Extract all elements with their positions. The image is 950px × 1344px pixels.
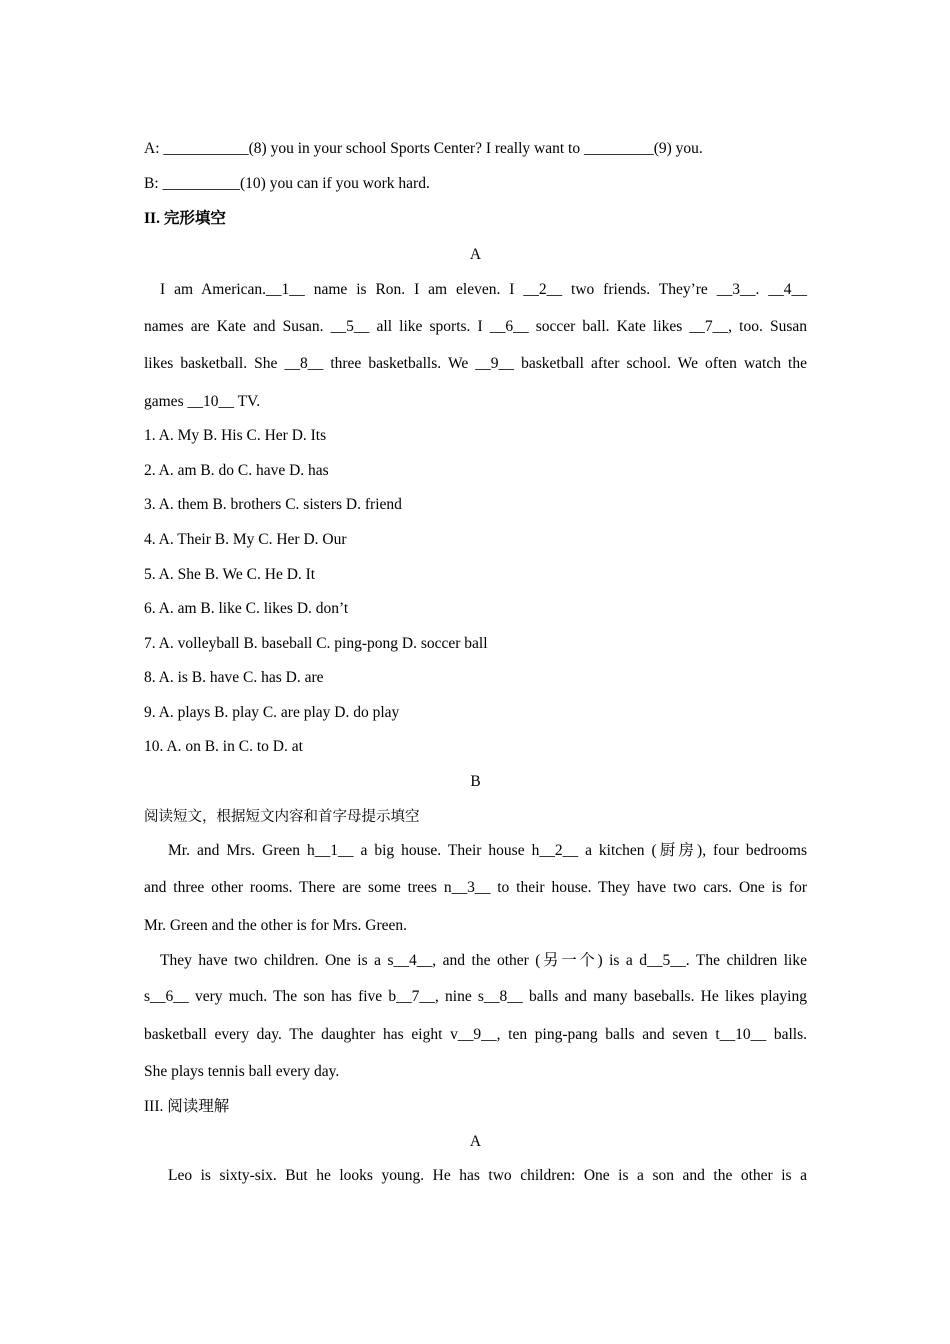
part-b-instruction: 阅读短文，根据短文内容和首字母提示填空 <box>144 809 420 825</box>
dialogue-b-line: B: __________(10) you can if you work hard. <box>144 175 430 192</box>
reading-passage-line: They have two children. One is a s__4__, and the other (另一个) is a d__5__. The children like <box>160 952 807 969</box>
cloze-question: 3. A. them B. brothers C. sisters D. friend <box>144 496 402 513</box>
reading-passage-line: basketball every day. The daughter has eight v__9__, ten ping-pang balls and seven t__10__ balls. <box>144 1026 807 1043</box>
cloze-question: 9. A. plays B. play C. are play D. do play <box>144 704 400 721</box>
cloze-question: 1. A. My B. His C. Her D. Its <box>144 427 327 444</box>
cloze-question: 2. A. am B. do C. have D. has <box>144 462 329 479</box>
reading-passage-line: Mr. Green and the other is for Mrs. Green. <box>144 917 407 934</box>
cloze-question: 6. A. am B. like C. likes D. don’t <box>144 600 349 617</box>
section3-part-a-label: A <box>469 1133 482 1150</box>
cloze-question: 5. A. She B. We C. He D. It <box>144 566 316 583</box>
cloze-question: 10. A. on B. in C. to D. at <box>144 738 303 755</box>
cloze-passage-line: games __10__ TV. <box>144 393 261 410</box>
dialogue-a-line: A: ___________(8) you in your school Sports Center? I really want to _________(9) you. <box>144 140 703 157</box>
reading-passage-line: s__6__ very much. The son has five b__7__, nine s__8__ balls and many baseballs. He likes playing <box>144 988 807 1005</box>
cloze-question: 7. A. volleyball B. baseball C. ping-pong D. soccer ball <box>144 635 488 652</box>
reading-passage-line: and three other rooms. There are some trees n__3__ to their house. They have two cars. One is for <box>144 879 807 896</box>
reading-passage-line: Leo is sixty-six. But he looks young. He has two children: One is a son and the other is a <box>168 1167 807 1184</box>
reading-passage-line: She plays tennis ball every day. <box>144 1063 340 1080</box>
cloze-passage-line: names are Kate and Susan. __5__ all like sports. I __6__ soccer ball. Kate likes __7__, too. Susan <box>144 318 807 335</box>
section-heading-cloze: II. 完形填空 <box>144 210 226 227</box>
part-a-label: A <box>469 246 482 263</box>
cloze-passage-line: I am American.__1__ name is Ron. I am eleven. I __2__ two friends. They’re __3__. __4__ <box>160 281 807 298</box>
cloze-passage-line: likes basketball. She __8__ three basketballs. We __9__ basketball after school. We often watch the <box>144 355 807 372</box>
section-heading-reading: III. 阅读理解 <box>144 1098 230 1115</box>
cloze-question: 4. A. Their B. My C. Her D. Our <box>144 531 347 548</box>
reading-passage-line: Mr. and Mrs. Green h__1__ a big house. Their house h__2__ a kitchen (厨房), four bedrooms <box>168 842 807 859</box>
part-b-label: B <box>470 773 481 790</box>
cloze-question: 8. A. is B. have C. has D. are <box>144 669 324 686</box>
